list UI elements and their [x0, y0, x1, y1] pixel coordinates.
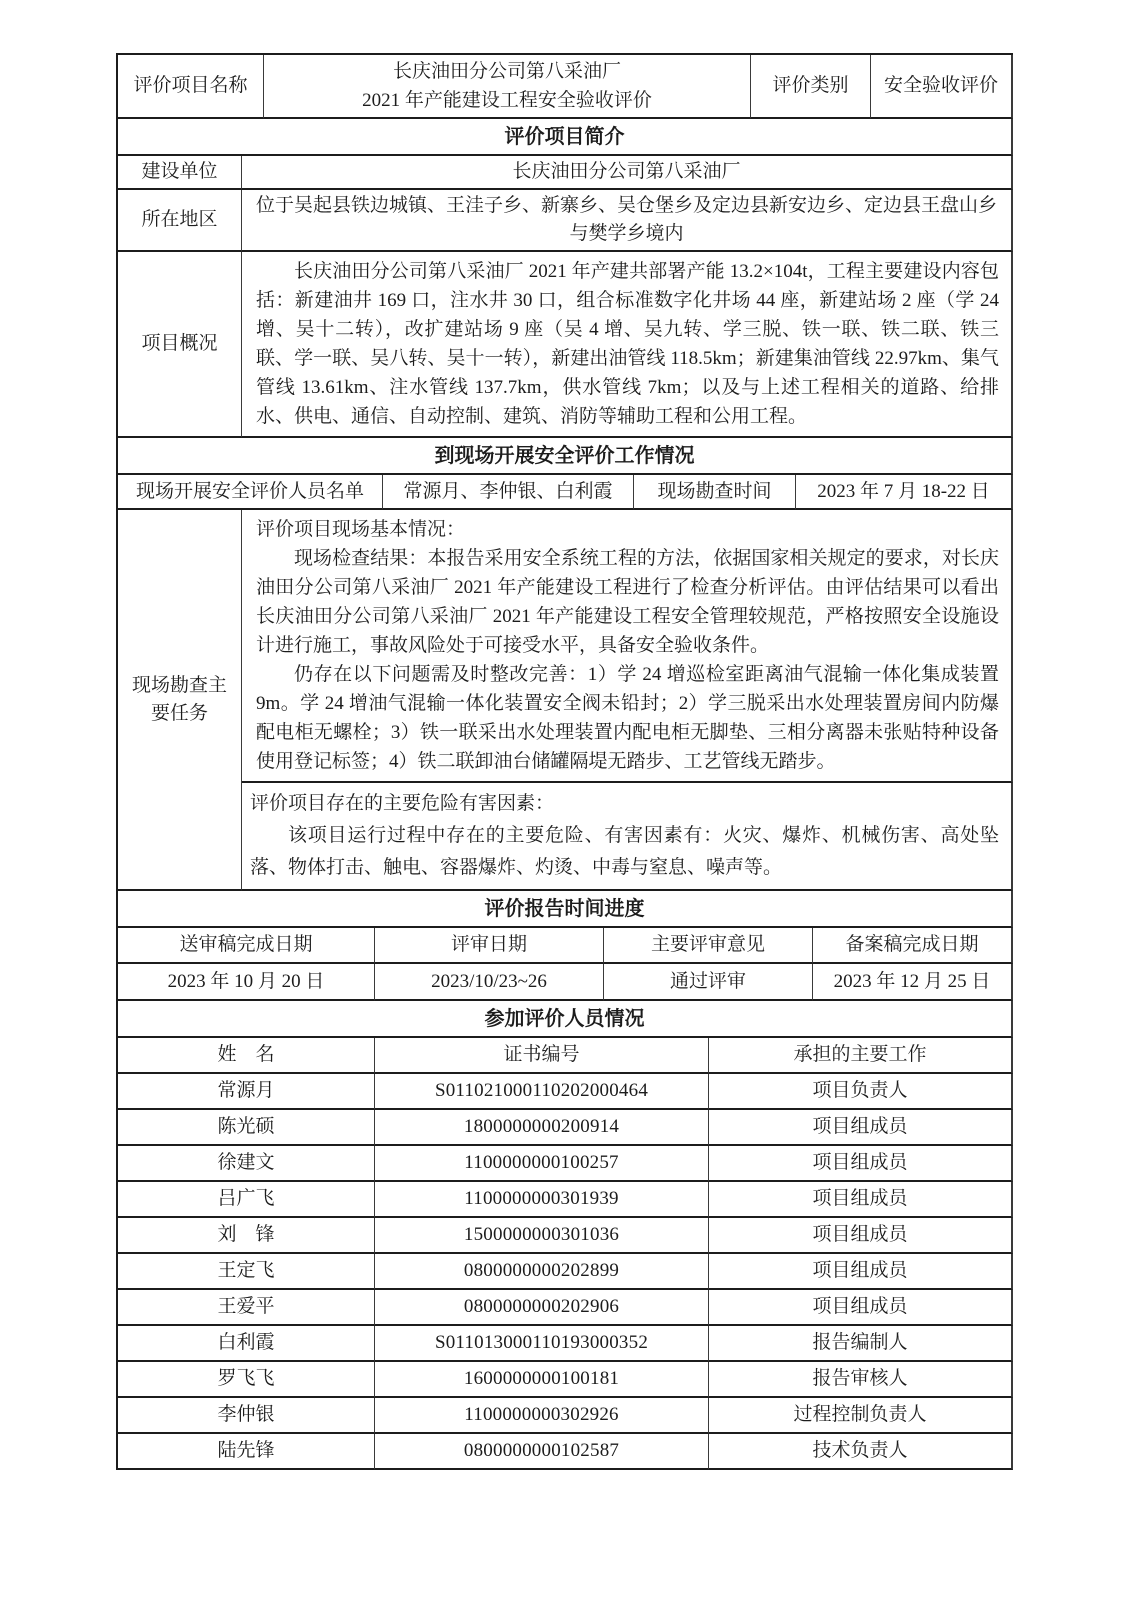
- participants-section-header-row: [118, 1001, 1013, 1038]
- participant-cert: 1500000000301036: [375, 1218, 709, 1254]
- schedule-value-draft-date: 2023 年 10 月 20 日: [118, 964, 375, 1001]
- participant-name: 徐建文: [118, 1146, 375, 1182]
- title-row: [118, 55, 1013, 119]
- participant-row: [118, 1362, 1013, 1398]
- participant-name: 常源月: [118, 1074, 375, 1110]
- participant-row: [118, 1218, 1013, 1254]
- site-basic-title: 评价项目现场基本情况：: [256, 519, 466, 540]
- site-work-section-title: 到现场开展安全评价工作情况: [118, 438, 1013, 475]
- location-label: 所在地区: [118, 190, 242, 252]
- builder-value: 长庆油田分公司第八采油厂: [242, 156, 1013, 190]
- schedule-header-record-date: 备案稿完成日期: [813, 928, 1013, 964]
- hazard-cell: [242, 783, 1013, 891]
- participant-role: 技术负责人: [709, 1434, 1013, 1470]
- category-label: 评价类别: [751, 55, 871, 119]
- participant-name: 白利霞: [118, 1326, 375, 1362]
- site-work-section-header-row: [118, 438, 1013, 475]
- hazard-paragraph: 该项目运行过程中存在的主要危险、有害因素有：火灾、爆炸、机械伤害、高处坠落、物体打击、触电、容器爆炸、灼烫、中毒与窒息、噪声等。: [250, 825, 999, 878]
- participant-cert: 0800000000202899: [375, 1254, 709, 1290]
- schedule-value-record-date: 2023 年 12 月 25 日: [813, 964, 1013, 1001]
- participant-cert: 1100000000301939: [375, 1182, 709, 1218]
- participants-header-cert: 证书编号: [375, 1038, 709, 1074]
- participant-role: 报告审核人: [709, 1362, 1013, 1398]
- participant-role: 过程控制负责人: [709, 1398, 1013, 1434]
- overview-paragraph: 长庆油田分公司第八采油厂 2021 年产建共部署产能 13.2×104t，工程主要建设内容包括：新建油井 169 口，注水井 30 口，组合标准数字化井场 44 座，新建站场 2 座（学 24 增、吴十二转），改扩建站场 9 座（吴 4 增、吴九转、学三脱、铁一联、铁二联、铁三联、学一联、吴八转、吴十一转），新建出油管线 118.5km；新建集油管线 22.97km、集气管线 13.61km、注水管线 137.7km，供水管线 7km；以及与上述工程相关的道路、给排水、供电、通信、自动控制、建筑、消防等辅助工程和公用工程。: [256, 261, 999, 427]
- participant-cert: 1100000000100257: [375, 1146, 709, 1182]
- builder-row: [118, 156, 1013, 190]
- schedule-value-review-opinion: 通过评审: [604, 964, 813, 1001]
- participant-row: [118, 1146, 1013, 1182]
- participant-cert: 0800000000202906: [375, 1290, 709, 1326]
- site-basic-cell: [242, 510, 1013, 783]
- participant-role: 项目组成员: [709, 1254, 1013, 1290]
- participant-cert: 1100000000302926: [375, 1398, 709, 1434]
- participant-name: 刘 锋: [118, 1218, 375, 1254]
- survey-time-value: 2023 年 7 月 18-22 日: [796, 475, 1013, 510]
- schedule-value-row: [118, 964, 1013, 1001]
- participant-row: [118, 1326, 1013, 1362]
- participant-name: 罗飞飞: [118, 1362, 375, 1398]
- participant-role: 项目组成员: [709, 1110, 1013, 1146]
- overview-row: [118, 252, 1013, 438]
- participant-role: 项目组成员: [709, 1182, 1013, 1218]
- location-value: 位于吴起县铁边城镇、王洼子乡、新寨乡、吴仓堡乡及定边县新安边乡、定边县王盘山乡与樊学乡境内: [242, 190, 1013, 252]
- schedule-section-header-row: [118, 891, 1013, 928]
- participant-row: [118, 1254, 1013, 1290]
- participant-row: [118, 1398, 1013, 1434]
- evaluation-report-table: [116, 53, 1013, 1470]
- participant-role: 项目组成员: [709, 1218, 1013, 1254]
- participant-name: 吕广飞: [118, 1182, 375, 1218]
- participant-cert: 1800000000200914: [375, 1110, 709, 1146]
- participant-name: 陈光硕: [118, 1110, 375, 1146]
- overview-value: [242, 252, 1013, 438]
- site-staff-row: [118, 475, 1013, 510]
- participant-role: 项目负责人: [709, 1074, 1013, 1110]
- category-value: 安全验收评价: [871, 55, 1013, 119]
- schedule-header-review-opinion: 主要评审意见: [604, 928, 813, 964]
- builder-label: 建设单位: [118, 156, 242, 190]
- schedule-header-review-date: 评审日期: [375, 928, 604, 964]
- participants-header-role: 承担的主要工作: [709, 1038, 1013, 1074]
- staff-list-value: 常源月、李仲银、白利霞: [383, 475, 634, 510]
- task-label: 现场勘查主要任务: [118, 510, 242, 891]
- hazard-title: 评价项目存在的主要危险有害因素：: [250, 793, 555, 814]
- participant-row: [118, 1074, 1013, 1110]
- schedule-value-review-date: 2023/10/23~26: [375, 964, 604, 1001]
- site-basic-paragraph-2: 仍存在以下问题需及时整改完善：1）学 24 增巡检室距离油气混输一体化集成装置 9m。学 24 增油气混输一体化装置安全阀未铅封；2）学三脱采出水处理装置房间内防爆配电柜无螺栓；3）铁一联采出水处理装置内配电柜无脚垫、三相分离器未张贴特种设备使用登记标签；4）铁二联卸油台储罐隔堤无踏步、工艺管线无踏步。: [256, 664, 999, 772]
- participant-role: 报告编制人: [709, 1326, 1013, 1362]
- project-name-value: [264, 55, 751, 119]
- schedule-section-title: 评价报告时间进度: [118, 891, 1013, 928]
- participant-row: [118, 1290, 1013, 1326]
- participants-header-name: 姓 名: [118, 1038, 375, 1074]
- participant-row: [118, 1434, 1013, 1470]
- participant-name: 陆先锋: [118, 1434, 375, 1470]
- overview-label: 项目概况: [118, 252, 242, 438]
- staff-list-label: 现场开展安全评价人员名单: [118, 475, 383, 510]
- intro-section-header-row: [118, 119, 1013, 156]
- task-content-column: [242, 510, 1013, 891]
- participant-cert: S011021000110202000464: [375, 1074, 709, 1110]
- project-name-line1: 长庆油田分公司第八采油厂: [392, 61, 621, 82]
- schedule-header-draft-date: 送审稿完成日期: [118, 928, 375, 964]
- participant-row: [118, 1110, 1013, 1146]
- participant-row: [118, 1182, 1013, 1218]
- participant-role: 项目组成员: [709, 1146, 1013, 1182]
- schedule-header-row: [118, 928, 1013, 964]
- location-row: [118, 190, 1013, 252]
- participants-section-title: 参加评价人员情况: [118, 1001, 1013, 1038]
- participants-header-row: [118, 1038, 1013, 1074]
- survey-task-row: [118, 510, 1013, 891]
- participant-cert: 0800000000102587: [375, 1434, 709, 1470]
- participant-cert: 1600000000100181: [375, 1362, 709, 1398]
- survey-time-label: 现场勘查时间: [634, 475, 796, 510]
- site-basic-paragraph-1: 现场检查结果：本报告采用安全系统工程的方法，依据国家相关规定的要求，对长庆油田分公司第八采油厂 2021 年产能建设工程进行了检查分析评估。由评估结果可以看出长庆油田分公司第八采油厂 2021 年产能建设工程安全管理较规范，严格按照安全设施设计进行施工，事故风险处于可接受水平，具备安全验收条件。: [256, 548, 999, 656]
- participant-name: 王定飞: [118, 1254, 375, 1290]
- project-name-line2: 2021 年产能建设工程安全验收评价: [362, 90, 652, 111]
- participant-name: 王爱平: [118, 1290, 375, 1326]
- participant-role: 项目组成员: [709, 1290, 1013, 1326]
- intro-section-title: 评价项目简介: [118, 119, 1013, 156]
- participant-name: 李仲银: [118, 1398, 375, 1434]
- participant-cert: S011013000110193000352: [375, 1326, 709, 1362]
- project-name-label: 评价项目名称: [118, 55, 264, 119]
